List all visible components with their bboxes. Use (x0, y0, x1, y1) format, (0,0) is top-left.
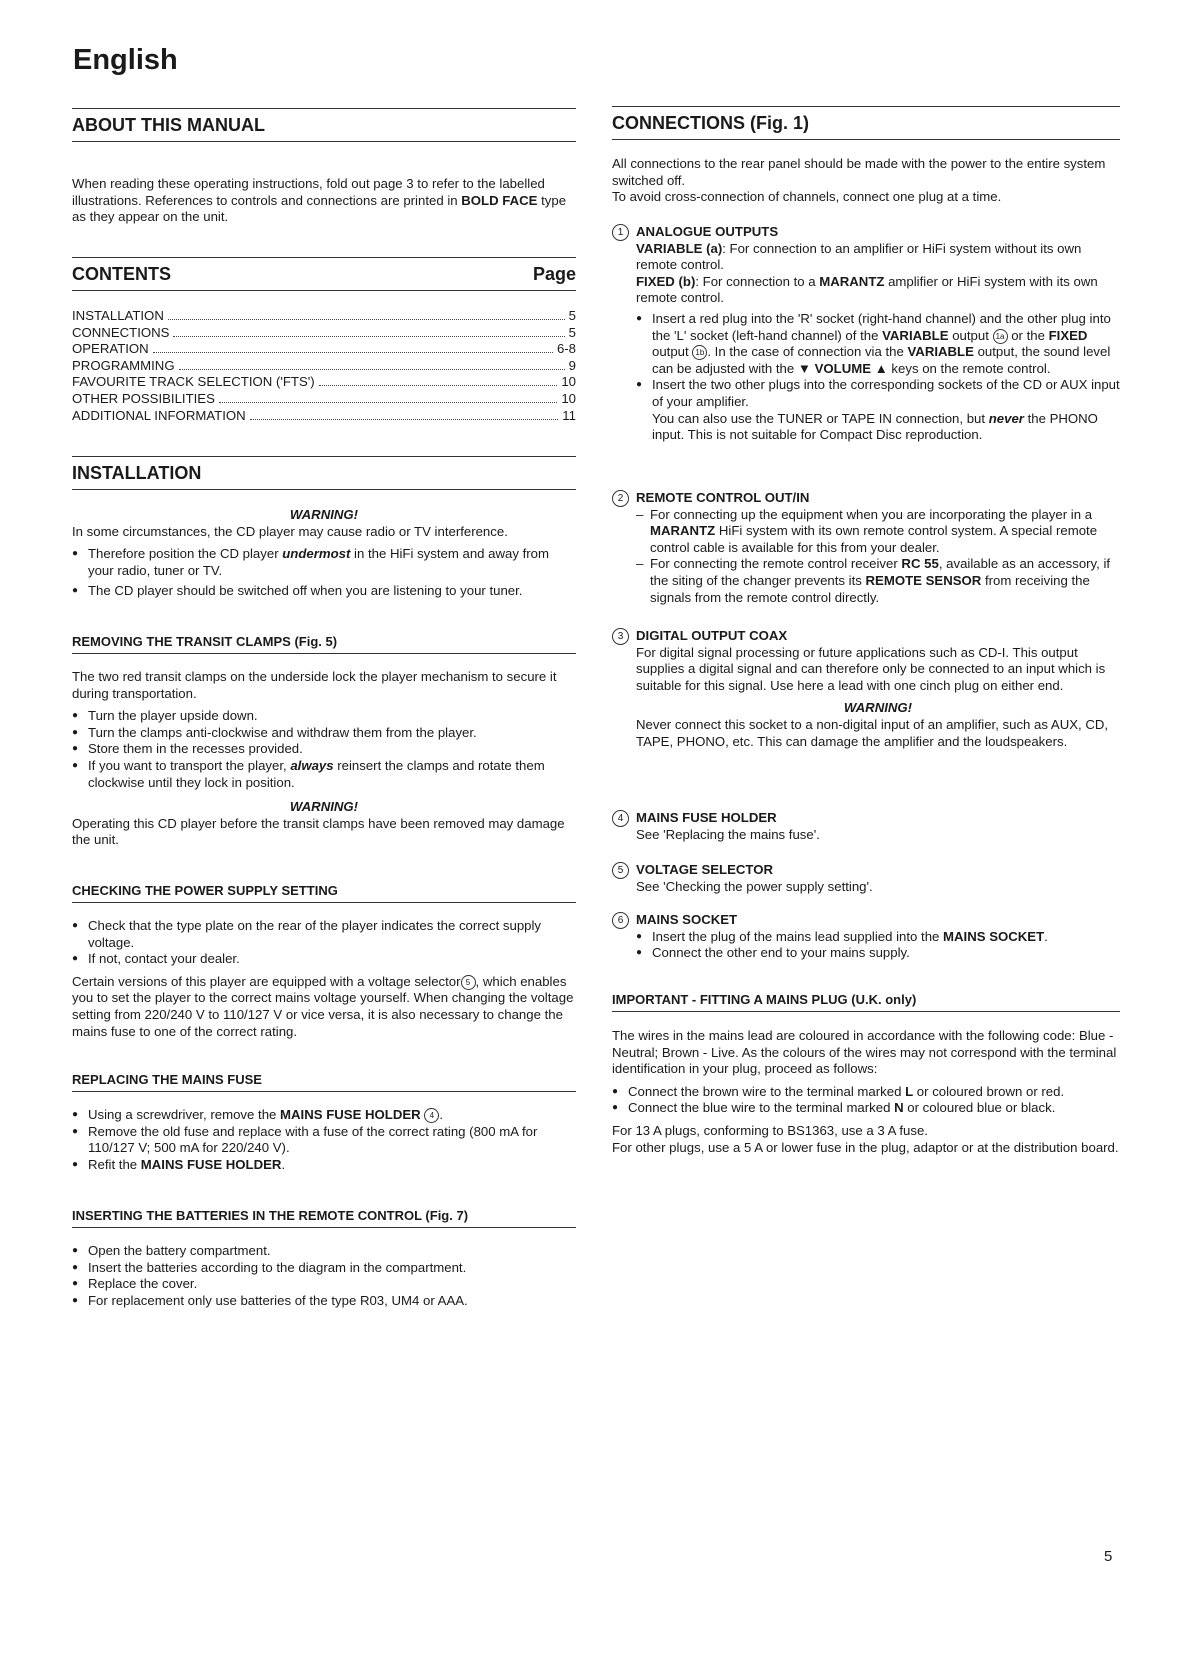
number-4-icon: 4 (612, 810, 629, 827)
contents-heading: CONTENTS Page (72, 257, 576, 291)
item-digital-output: 3 DIGITAL OUTPUT COAX For digital signal processing or future applications such as CD-I. This output supplies a digital signal and can therefore only be connected to an input which is suitable for this signal. Use here a lead with one cinch plug on either end. WARNING! Never connect this socket to a non-digital input of an amplifier, such as AUX, CD, TAPE, PHONO, etc. This can damage the amplifier and the loudspeakers. (612, 628, 1120, 750)
batteries-text (72, 1243, 576, 1309)
ref-5-icon: 5 (461, 975, 476, 990)
list-item: ● Connect the brown wire to the terminal marked L or coloured brown or red. (612, 1084, 1120, 1101)
list-item: ● Replace the cover. (72, 1276, 576, 1293)
toc-row[interactable]: ADDITIONAL INFORMATION 11 (72, 407, 576, 423)
installation-text: WARNING! In some circumstances, the CD player may cause radio or TV interference. ● Therefore position the CD player undermost in the HiFi system and away from your radio, tuner or TV. ● The CD player should be switched off when you are listening to your tuner. (72, 507, 576, 600)
ref-1a-icon: 1a (993, 329, 1008, 344)
connections-heading: CONNECTIONS (Fig. 1) (612, 106, 1120, 140)
list-item: ● Insert the batteries according to the diagram in the compartment. (72, 1260, 576, 1277)
number-3-icon: 3 (612, 628, 629, 645)
about-heading: ABOUT THIS MANUAL (72, 108, 576, 142)
transit-text: The two red transit clamps on the underside lock the player mechanism to secure it during transportation. ● Turn the player upside down. ● Turn the clamps anti-clockwise and withdraw them from the player. ● Store them in the recesses provided. ● If you want to transport the player, always reinsert the clamps and rotate them clockwise until they lock in position. WARNING! Operating this CD player before the transit clamps have been removed may damage the unit. (72, 669, 576, 849)
list-item: ● For replacement only use batteries of the type R03, UM4 or AAA. (72, 1293, 576, 1310)
toc-row[interactable]: PROGRAMMING 9 (72, 357, 576, 373)
ref-1b-icon: 1b (692, 345, 707, 360)
list-item: ● Insert a red plug into the 'R' socket (right-hand channel) and the other plug into the 'L' socket (left-hand channel) of the VARIABLE output 1a or the FIXED output 1b . In the case of connection via the VARIABLE output, the sound level can be adjusted with the ▼ VOLUME ▲ keys on the remote control. (636, 311, 1120, 377)
list-item: ● Insert the two other plugs into the corresponding sockets of the CD or AUX input of your amplifier. You can also use the TUNER or TAPE IN connection, but never the PHONO input. This is not suitable for Compact Disc reproduction. (636, 377, 1120, 443)
list-item: ● If you want to transport the player, always reinsert the clamps and rotate them clockwise until they lock in position. (72, 758, 576, 791)
contents-list (72, 308, 576, 424)
ref-4-icon: 4 (424, 1108, 439, 1123)
toc-row[interactable]: INSTALLATION 5 (72, 308, 576, 323)
list-item: ● Connect the other end to your mains supply. (636, 945, 1120, 962)
item-mains-fuse-holder: 4 MAINS FUSE HOLDER See 'Replacing the mains fuse'. (612, 810, 1120, 843)
installation-heading: INSTALLATION (72, 456, 576, 490)
plug-text: The wires in the mains lead are coloured in accordance with the following code: Blue - Neutral; Brown - Live. As the colours of the wires may not correspond with the terminal identification in your plug, proceed as follows: ● Connect the brown wire to the terminal marked L or coloured brown or red. ● Connect the blue wire to the terminal marked N or coloured blue or black. For 13 A plugs, conforming to BS1363, use a 3 A fuse. For other plugs, use a 5 A or lower fuse in the plug, adaptor or at the distribution board. (612, 1028, 1120, 1156)
list-item: ● Therefore position the CD player undermost in the HiFi system and away from your radio, tuner or TV. (72, 546, 576, 579)
page-title: English (73, 44, 178, 76)
plug-heading: IMPORTANT - FITTING A MAINS PLUG (U.K. only) (612, 992, 1120, 1012)
list-item: ● Using a screwdriver, remove the MAINS FUSE HOLDER 4 . (72, 1107, 576, 1124)
number-1-icon: 1 (612, 224, 629, 241)
list-item: ● The CD player should be switched off when you are listening to your tuner. (72, 583, 576, 600)
list-item: ● Open the battery compartment. (72, 1243, 576, 1260)
list-item: ● Check that the type plate on the rear of the player indicates the correct supply voltage. (72, 918, 576, 951)
list-item: ● Connect the blue wire to the terminal marked N or coloured blue or black. (612, 1100, 1120, 1117)
item-remote-control: 2 REMOTE CONTROL OUT/IN – For connecting up the equipment when you are incorporating the player in a MARANTZ HiFi system with its own remote control system. A special remote control cable is available for this from your dealer. – For connecting the remote control receiver RC 55, available as an accessory, if the siting of the changer prevents its REMOTE SENSOR from receiving the signals from the remote control directly. (612, 490, 1120, 606)
toc-row[interactable]: OTHER POSSIBILITIES 10 (72, 390, 576, 406)
number-6-icon: 6 (612, 912, 629, 929)
batteries-heading: INSERTING THE BATTERIES IN THE REMOTE CONTROL (Fig. 7) (72, 1208, 576, 1228)
power-heading: CHECKING THE POWER SUPPLY SETTING (72, 883, 576, 903)
list-item: ● Turn the player upside down. (72, 708, 576, 725)
list-item: ● Insert the plug of the mains lead supplied into the MAINS SOCKET. (636, 929, 1120, 946)
item-analogue-outputs: 1 ANALOGUE OUTPUTS VARIABLE (a): For connection to an amplifier or HiFi system without its own remote control. FIXED (b): For connection to a MARANTZ amplifier or HiFi system with its own remote control. ● Insert a red plug into the 'R' socket (right-hand channel) and the other plug into the 'L' socket (left-hand channel) of the VARIABLE output 1a or the FIXED output 1b . In the case of connection via the VARIABLE output, the sound level can be adjusted with the ▼ VOLUME ▲ keys on the remote control. ● Insert the two other plugs into the corresponding sockets of the CD or AUX input of your amplifier. You can also use the TUNER or TAPE IN connection, but never the PHONO input. This is not suitable for Compact Disc reproduction. (612, 224, 1120, 444)
item-mains-socket: 6 MAINS SOCKET ● Insert the plug of the mains lead supplied into the MAINS SOCKET. ● Connect the other end to your mains supply. (612, 912, 1120, 962)
list-item: ● Refit the MAINS FUSE HOLDER. (72, 1157, 576, 1174)
fuse-heading: REPLACING THE MAINS FUSE (72, 1072, 576, 1092)
toc-row[interactable]: FAVOURITE TRACK SELECTION ('FTS') 10 (72, 374, 576, 390)
transit-heading: REMOVING THE TRANSIT CLAMPS (Fig. 5) (72, 634, 576, 654)
about-text: When reading these operating instructions, fold out page 3 to refer to the labelled illustrations. References to controls and connections are printed in BOLD FACE type as they appear on the unit. (72, 176, 567, 225)
item-voltage-selector: 5 VOLTAGE SELECTOR See 'Checking the power supply setting'. (612, 862, 1120, 895)
list-item: ● Turn the clamps anti-clockwise and withdraw them from the player. (72, 725, 576, 742)
list-item: ● Remove the old fuse and replace with a fuse of the correct rating (800 mA for 110/127 V; 500 mA for 220/240 V). (72, 1124, 576, 1157)
power-text: ● Check that the type plate on the rear of the player indicates the correct supply voltage. ● If not, contact your dealer. Certain versions of this player are equipped with a voltage selector 5 , which enables you to set the player to the correct mains voltage yourself. When changing the voltage setting from 220/240 V to 110/127 V or vice versa, it is also necessary to change the mains fuse to one of the correct rating. (72, 918, 576, 1040)
list-item: ● If not, contact your dealer. (72, 951, 576, 968)
toc-row[interactable]: OPERATION 6-8 (72, 341, 576, 357)
toc-row[interactable]: CONNECTIONS 5 (72, 324, 576, 340)
number-5-icon: 5 (612, 862, 629, 879)
fuse-text (72, 1107, 576, 1173)
list-item: ● Store them in the recesses provided. (72, 741, 576, 758)
list-item: – For connecting up the equipment when you are incorporating the player in a MARANTZ HiFi system with its own remote control system. A special remote control cable is available for this from your dealer. (636, 507, 1120, 557)
page-number: 5 (1104, 1548, 1113, 1565)
number-2-icon: 2 (612, 490, 629, 507)
list-item: – For connecting the remote control receiver RC 55, available as an accessory, if the siting of the changer prevents its REMOTE SENSOR from receiving the signals from the remote control directly. (636, 556, 1120, 606)
connections-intro: All connections to the rear panel should be made with the power to the entire system switched off. To avoid cross-connection of channels, connect one plug at a time. (612, 156, 1106, 205)
